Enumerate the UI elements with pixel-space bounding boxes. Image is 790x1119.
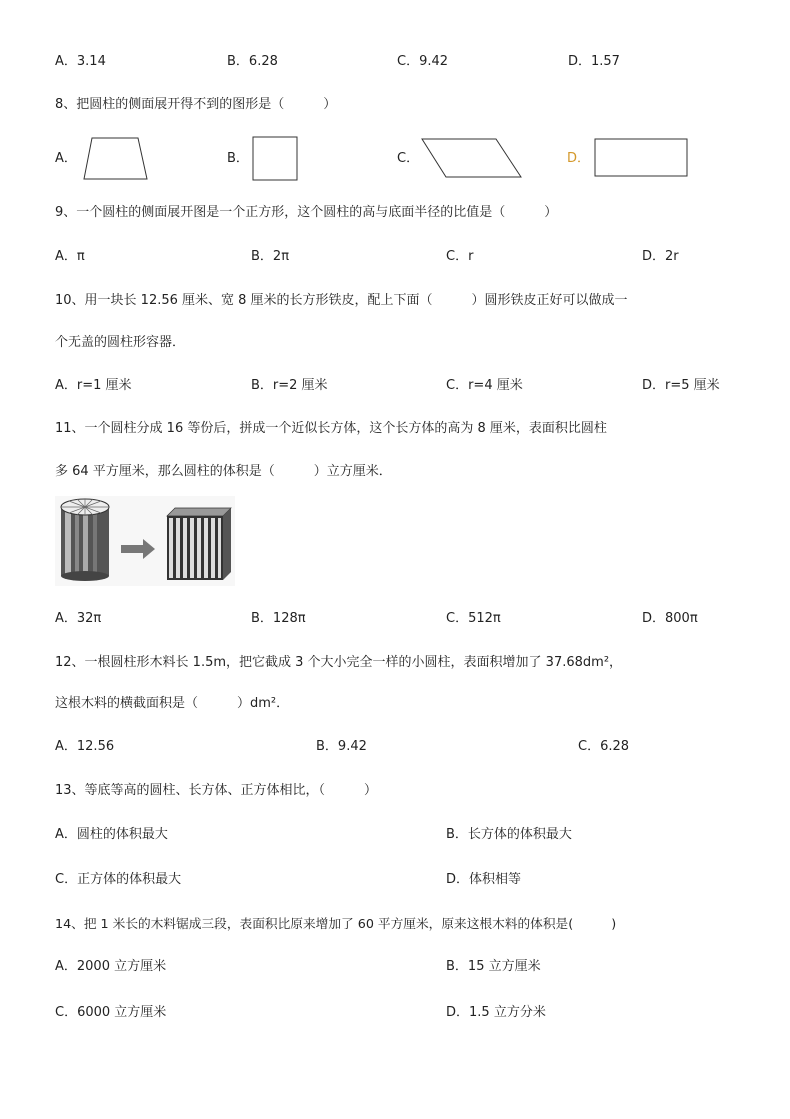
- q13-option-a: A．圆柱的体积最大: [55, 827, 168, 842]
- q9-option-c: C．r: [446, 249, 474, 264]
- q10-option-d: D．r=5 厘米: [642, 378, 720, 393]
- parallelogram-shape: [420, 137, 524, 181]
- q12-option-b: B．9.42: [316, 739, 367, 754]
- q11-option-b: B．128π: [251, 611, 306, 626]
- q13-stem: 13、等底等高的圆柱、长方体、正方体相比，（ ）: [55, 783, 378, 798]
- q11-stem-line2: 多 64 平方厘米，那么圆柱的体积是（ ）立方厘米．: [55, 464, 392, 479]
- q11-option-a: A．32π: [55, 611, 102, 626]
- q12-option-c: C．6.28: [578, 739, 630, 754]
- rectangle-shape: [594, 138, 690, 178]
- q7-option-b: B．6.28: [227, 54, 278, 69]
- q12-option-a: A．12.56: [55, 739, 115, 754]
- q7-option-c: C．9.42: [397, 54, 449, 69]
- q14-option-d: D．1.5 立方分米: [446, 1005, 546, 1020]
- q10-option-b: B．r=2 厘米: [251, 378, 328, 393]
- q9-option-a: A．π: [55, 249, 85, 264]
- q7-option-a: A．3.14: [55, 54, 106, 69]
- q10-option-c: C．r=4 厘米: [446, 378, 523, 393]
- trapezoid-shape: [82, 136, 150, 182]
- q11-option-d: D．800π: [642, 611, 698, 626]
- q10-stem-line1: 10、用一块长 12.56 厘米、宽 8 厘米的长方形铁皮，配上下面（ ）圆形铁皮正好可以做成一: [55, 293, 628, 308]
- q12-stem-line1: 12、一根圆柱形木料长 1.5m，把它截成 3 个大小完全一样的小圆柱，表面积增加了 37.68dm²，: [55, 655, 623, 670]
- q10-stem-line2: 个无盖的圆柱形容器．: [55, 335, 186, 350]
- q11-option-c: C．512π: [446, 611, 501, 626]
- cylinder-icon: [61, 499, 109, 581]
- q9-stem: 9、一个圆柱的侧面展开图是一个正方形，这个圆柱的高与底面半径的比值是（ ）: [55, 205, 558, 220]
- cylinder-to-cuboid-figure: [55, 496, 235, 586]
- cuboid-icon: [167, 508, 231, 580]
- q8-option-b: B．: [227, 151, 249, 166]
- q8-option-c: C．: [397, 151, 420, 166]
- q14-option-c: C．6000 立方厘米: [55, 1005, 167, 1020]
- q14-option-a: A．2000 立方厘米: [55, 959, 167, 974]
- q10-option-a: A．r=1 厘米: [55, 378, 132, 393]
- q13-option-c: C．正方体的体积最大: [55, 872, 182, 887]
- q9-option-d: D．2r: [642, 249, 679, 264]
- q9-option-b: B．2π: [251, 249, 290, 264]
- q13-option-d: D．体积相等: [446, 872, 522, 887]
- q14-option-b: B．15 立方厘米: [446, 959, 541, 974]
- q8-option-d: D．: [567, 151, 591, 166]
- q13-option-b: B．长方体的体积最大: [446, 827, 572, 842]
- q8-option-a: A．: [55, 151, 77, 166]
- q7-option-d: D．1.57: [568, 54, 620, 69]
- q11-stem-line1: 11、一个圆柱分成 16 等份后，拼成一个近似长方体，这个长方体的高为 8 厘米，表面积比圆柱: [55, 421, 607, 436]
- q12-stem-line2: 这根木料的横截面积是（ ）dm²．: [55, 696, 290, 711]
- q8-stem: 8、把圆柱的侧面展开得不到的图形是（ ）: [55, 97, 337, 112]
- q14-stem: 14、把 1 米长的木料锯成三段，表面积比原来增加了 60 平方厘米，原来这根木料的体积是( ): [55, 916, 617, 931]
- square-shape: [252, 136, 300, 182]
